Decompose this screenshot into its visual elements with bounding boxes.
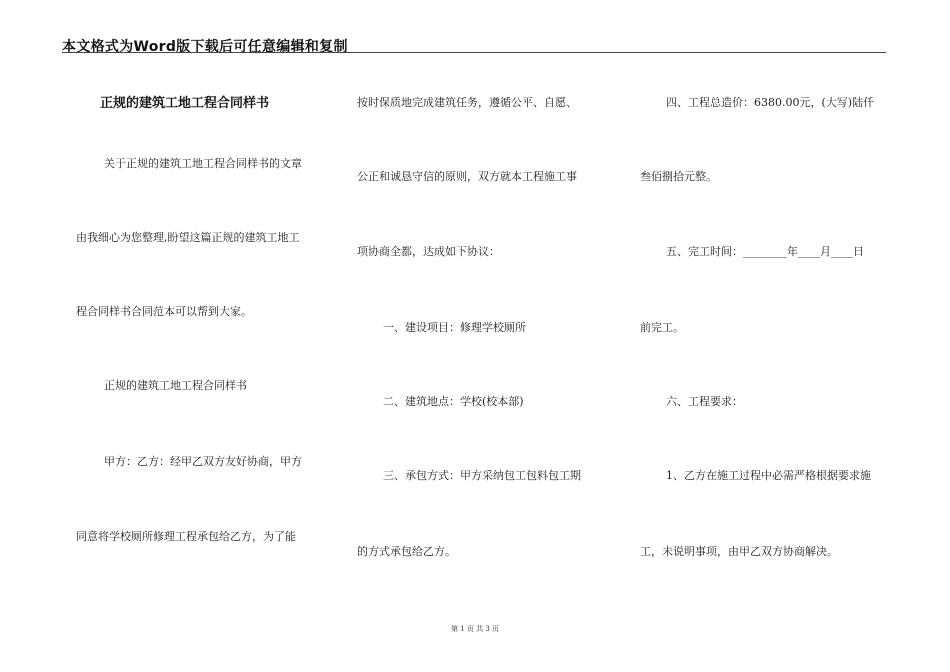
paragraph-line: 甲方：乙方：经甲乙双方友好协商，甲方: [104, 455, 302, 468]
paragraph-line: 由我细心为您整理,盼望这篇正规的建筑工地工: [76, 231, 300, 244]
document-header: 本文格式为Word版下载后可任意编辑和复制: [62, 39, 348, 55]
paragraph-line: 叁佰捌拾元整。: [640, 170, 717, 183]
paragraph-line: 公正和诚恳守信的原则，双方就本工程施工事: [357, 170, 577, 183]
paragraph-line: 五、完工时间：________年____月____日: [666, 245, 864, 258]
paragraph-line: 关于正规的建筑工地工程合同样书的文章: [104, 157, 302, 170]
paragraph-line: 的方式承包给乙方。: [357, 545, 456, 558]
document-title: 正规的建筑工地工程合同样书: [100, 96, 270, 111]
paragraph-line: 前完工。: [640, 321, 684, 334]
paragraph-line: 二、建筑地点：学校(校本部): [383, 395, 524, 408]
paragraph-line: 六、工程要求：: [666, 395, 743, 408]
paragraph-line: 按时保质地完成建筑任务，遵循公平、自愿、: [357, 96, 577, 109]
paragraph-line: 同意将学校厕所修理工程承包给乙方，为了能: [76, 530, 296, 543]
paragraph-line: 工，未说明事项，由甲乙双方协商解决。: [640, 545, 838, 558]
header-divider: [62, 52, 886, 53]
paragraph-line: 四、工程总造价：6380.00元，(大写)陆仟: [666, 96, 875, 109]
paragraph-line: 程合同样书合同范本可以帮到大家。: [76, 305, 252, 318]
paragraph-line: 正规的建筑工地工程合同样书: [104, 379, 247, 392]
paragraph-line: 1、乙方在施工过程中必需严格根据要求施: [666, 469, 871, 482]
paragraph-line: 一、建设项目：修理学校厕所: [383, 321, 526, 334]
paragraph-line: 项协商全都，达成如下协议：: [357, 245, 500, 258]
paragraph-line: 三、承包方式：甲方采纳包工包料包工期: [383, 469, 581, 482]
page-number: 第 1 页 共 3 页: [450, 625, 500, 633]
